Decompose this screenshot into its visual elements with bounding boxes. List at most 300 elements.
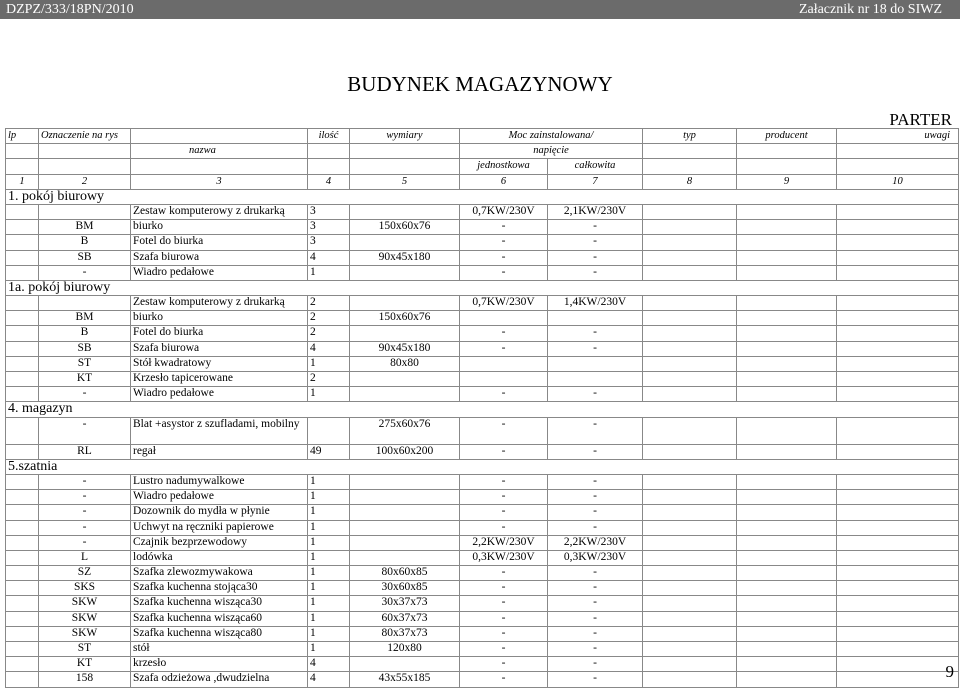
code-cell: ST: [39, 642, 131, 657]
name-cell: regał: [131, 444, 308, 459]
page-header-bar: [0, 0, 960, 19]
unit-power-cell: -: [460, 474, 548, 489]
code-cell: -: [39, 535, 131, 550]
notes-cell: [837, 566, 959, 581]
name-cell: Stół kwadratowy: [131, 356, 308, 371]
lp-cell: [6, 372, 39, 387]
document-reference: DZPZ/333/18PN/2010: [6, 2, 134, 17]
code-cell: -: [39, 490, 131, 505]
table-row: [6, 535, 959, 550]
dims-cell: [350, 474, 460, 489]
notes-cell: [837, 535, 959, 550]
col-number: 7: [548, 174, 643, 189]
producer-cell: [737, 296, 837, 311]
qty-cell: [308, 417, 350, 444]
qty-cell: 2: [308, 372, 350, 387]
name-cell: Szafka kuchenna wisząca80: [131, 626, 308, 641]
lp-cell: [6, 387, 39, 402]
col-number: 9: [737, 174, 837, 189]
total-power-cell: -: [548, 520, 643, 535]
name-cell: Szafka kuchenna wisząca60: [131, 611, 308, 626]
producer-cell: [737, 444, 837, 459]
qty-cell: 1: [308, 596, 350, 611]
lp-cell: [6, 581, 39, 596]
code-cell: [39, 296, 131, 311]
name-cell: Szafa biurowa: [131, 341, 308, 356]
code-cell: B: [39, 235, 131, 250]
name-cell: Krzesło tapicerowane: [131, 372, 308, 387]
code-cell: SKW: [39, 596, 131, 611]
qty-cell: 4: [308, 657, 350, 672]
qty-cell: 1: [308, 505, 350, 520]
table-row: [6, 490, 959, 505]
unit-power-cell: -: [460, 265, 548, 280]
unit-power-cell: [460, 372, 548, 387]
producer-cell: [737, 220, 837, 235]
col-number: 3: [131, 174, 308, 189]
dims-cell: 30x60x85: [350, 581, 460, 596]
unit-power-cell: -: [460, 657, 548, 672]
type-cell: [643, 265, 737, 280]
producer-cell: [737, 581, 837, 596]
unit-power-cell: -: [460, 520, 548, 535]
code-cell: KT: [39, 657, 131, 672]
table-row: [6, 566, 959, 581]
name-cell: stół: [131, 642, 308, 657]
table-row: [6, 296, 959, 311]
producer-cell: [737, 550, 837, 565]
col-header-producent: producent: [737, 129, 837, 144]
type-cell: [643, 311, 737, 326]
lp-cell: [6, 611, 39, 626]
qty-cell: 1: [308, 490, 350, 505]
code-cell: BM: [39, 311, 131, 326]
notes-cell: [837, 550, 959, 565]
total-power-cell: -: [548, 566, 643, 581]
total-power-cell: -: [548, 490, 643, 505]
name-cell: Fotel do biurka: [131, 235, 308, 250]
total-power-cell: -: [548, 341, 643, 356]
table-row: [6, 250, 959, 265]
lp-cell: [6, 596, 39, 611]
section-title: 1a. pokój biurowy: [6, 280, 959, 295]
table-row: [6, 505, 959, 520]
type-cell: [643, 611, 737, 626]
notes-cell: [837, 444, 959, 459]
dims-cell: 90x45x180: [350, 250, 460, 265]
qty-cell: 2: [308, 296, 350, 311]
unit-power-cell: -: [460, 341, 548, 356]
lp-cell: [6, 250, 39, 265]
dims-cell: 100x60x200: [350, 444, 460, 459]
lp-cell: [6, 657, 39, 672]
table-row: [6, 444, 959, 459]
total-power-cell: -: [548, 235, 643, 250]
unit-power-cell: -: [460, 642, 548, 657]
qty-cell: 1: [308, 387, 350, 402]
code-cell: -: [39, 474, 131, 489]
dims-cell: 120x80: [350, 642, 460, 657]
qty-cell: 4: [308, 672, 350, 687]
table-row: [6, 417, 959, 444]
dims-cell: [350, 387, 460, 402]
producer-cell: [737, 372, 837, 387]
lp-cell: [6, 474, 39, 489]
col-header-wymiary: wymiary: [350, 129, 460, 144]
producer-cell: [737, 611, 837, 626]
table-header-row-3: [6, 159, 959, 174]
total-power-cell: -: [548, 611, 643, 626]
type-cell: [643, 356, 737, 371]
notes-cell: [837, 626, 959, 641]
code-cell: -: [39, 265, 131, 280]
dims-cell: 60x37x73: [350, 611, 460, 626]
unit-power-cell: 0,3KW/230V: [460, 550, 548, 565]
code-cell: -: [39, 387, 131, 402]
dims-cell: [350, 490, 460, 505]
code-cell: SKW: [39, 626, 131, 641]
dims-cell: [350, 204, 460, 219]
type-cell: [643, 235, 737, 250]
total-power-cell: -: [548, 326, 643, 341]
qty-cell: 1: [308, 356, 350, 371]
notes-cell: [837, 581, 959, 596]
table-row: [6, 356, 959, 371]
total-power-cell: 0,3KW/230V: [548, 550, 643, 565]
lp-cell: [6, 566, 39, 581]
code-cell: L: [39, 550, 131, 565]
lp-cell: [6, 326, 39, 341]
dims-cell: [350, 505, 460, 520]
name-cell: Szafa odzieżowa ,dwudzielna: [131, 672, 308, 687]
type-cell: [643, 250, 737, 265]
notes-cell: [837, 326, 959, 341]
table-row: [6, 581, 959, 596]
table-header-row: [6, 129, 959, 144]
table-row: [6, 611, 959, 626]
dims-cell: 80x80: [350, 356, 460, 371]
lp-cell: [6, 505, 39, 520]
col-header-napiecie: napięcie: [460, 144, 643, 159]
code-cell: SB: [39, 250, 131, 265]
type-cell: [643, 505, 737, 520]
notes-cell: [837, 356, 959, 371]
type-cell: [643, 387, 737, 402]
code-cell: RL: [39, 444, 131, 459]
total-power-cell: -: [548, 581, 643, 596]
lp-cell: [6, 235, 39, 250]
name-cell: Czajnik bezprzewodowy: [131, 535, 308, 550]
name-cell: Dozownik do mydła w płynie: [131, 505, 308, 520]
col-number: 4: [308, 174, 350, 189]
table-row: [6, 596, 959, 611]
table-row: [6, 474, 959, 489]
total-power-cell: -: [548, 596, 643, 611]
dims-cell: [350, 657, 460, 672]
producer-cell: [737, 341, 837, 356]
unit-power-cell: -: [460, 596, 548, 611]
name-cell: Szafa biurowa: [131, 250, 308, 265]
type-cell: [643, 341, 737, 356]
qty-cell: 49: [308, 444, 350, 459]
lp-cell: [6, 490, 39, 505]
table-row: [6, 311, 959, 326]
qty-cell: 3: [308, 220, 350, 235]
notes-cell: [837, 520, 959, 535]
lp-cell: [6, 311, 39, 326]
lp-cell: [6, 642, 39, 657]
total-power-cell: [548, 356, 643, 371]
type-cell: [643, 535, 737, 550]
total-power-cell: 1,4KW/230V: [548, 296, 643, 311]
lp-cell: [6, 204, 39, 219]
dims-cell: [350, 535, 460, 550]
dims-cell: 150x60x76: [350, 311, 460, 326]
producer-cell: [737, 356, 837, 371]
producer-cell: [737, 505, 837, 520]
dims-cell: 80x37x73: [350, 626, 460, 641]
producer-cell: [737, 265, 837, 280]
lp-cell: [6, 265, 39, 280]
notes-cell: [837, 657, 959, 672]
lp-cell: [6, 417, 39, 444]
unit-power-cell: -: [460, 444, 548, 459]
col-header-uwagi: uwagi: [837, 129, 959, 144]
table-row: [6, 387, 959, 402]
producer-cell: [737, 520, 837, 535]
dims-cell: [350, 520, 460, 535]
dims-cell: [350, 326, 460, 341]
notes-cell: [837, 204, 959, 219]
producer-cell: [737, 535, 837, 550]
table-row: [6, 220, 959, 235]
section-title: 5.szatnia: [6, 459, 959, 474]
notes-cell: [837, 474, 959, 489]
type-cell: [643, 581, 737, 596]
notes-cell: [837, 490, 959, 505]
total-power-cell: -: [548, 672, 643, 687]
type-cell: [643, 474, 737, 489]
type-cell: [643, 520, 737, 535]
producer-cell: [737, 566, 837, 581]
type-cell: [643, 444, 737, 459]
type-cell: [643, 657, 737, 672]
unit-power-cell: -: [460, 505, 548, 520]
section-row: [6, 189, 959, 204]
code-cell: SB: [39, 341, 131, 356]
unit-power-cell: -: [460, 250, 548, 265]
unit-power-cell: -: [460, 387, 548, 402]
code-cell: 158: [39, 672, 131, 687]
type-cell: [643, 642, 737, 657]
lp-cell: [6, 535, 39, 550]
dims-cell: 90x45x180: [350, 341, 460, 356]
qty-cell: 1: [308, 581, 350, 596]
col-header-oznaczenie: Oznaczenie na rys: [39, 129, 131, 144]
section-title: 4. magazyn: [6, 402, 959, 417]
total-power-cell: 2,1KW/230V: [548, 204, 643, 219]
col-header-jednostkowa: jednostkowa: [460, 159, 548, 174]
type-cell: [643, 417, 737, 444]
producer-cell: [737, 417, 837, 444]
table-header-row-2: [6, 144, 959, 159]
col-number: 6: [460, 174, 548, 189]
lp-cell: [6, 520, 39, 535]
qty-cell: 1: [308, 265, 350, 280]
code-cell: SKW: [39, 611, 131, 626]
name-cell: Zestaw komputerowy z drukarką: [131, 296, 308, 311]
type-cell: [643, 490, 737, 505]
dims-cell: 150x60x76: [350, 220, 460, 235]
unit-power-cell: -: [460, 220, 548, 235]
type-cell: [643, 672, 737, 687]
notes-cell: [837, 341, 959, 356]
equipment-table: [5, 128, 959, 688]
notes-cell: [837, 372, 959, 387]
producer-cell: [737, 250, 837, 265]
total-power-cell: [548, 372, 643, 387]
notes-cell: [837, 250, 959, 265]
unit-power-cell: -: [460, 672, 548, 687]
col-header-ilosc: ilość: [308, 129, 350, 144]
name-cell: krzesło: [131, 657, 308, 672]
code-cell: BM: [39, 220, 131, 235]
producer-cell: [737, 235, 837, 250]
col-number: 2: [39, 174, 131, 189]
table-row: [6, 326, 959, 341]
total-power-cell: -: [548, 250, 643, 265]
unit-power-cell: [460, 356, 548, 371]
qty-cell: 3: [308, 204, 350, 219]
dims-cell: 30x37x73: [350, 596, 460, 611]
qty-cell: 4: [308, 341, 350, 356]
producer-cell: [737, 672, 837, 687]
total-power-cell: -: [548, 265, 643, 280]
unit-power-cell: [460, 311, 548, 326]
col-header-moc: Moc zainstalowana/: [460, 129, 643, 144]
type-cell: [643, 296, 737, 311]
type-cell: [643, 550, 737, 565]
total-power-cell: -: [548, 387, 643, 402]
floor-label: PARTER: [889, 110, 952, 129]
qty-cell: 1: [308, 611, 350, 626]
total-power-cell: -: [548, 220, 643, 235]
name-cell: biurko: [131, 311, 308, 326]
notes-cell: [837, 296, 959, 311]
code-cell: SZ: [39, 566, 131, 581]
unit-power-cell: 2,2KW/230V: [460, 535, 548, 550]
total-power-cell: -: [548, 417, 643, 444]
notes-cell: [837, 235, 959, 250]
total-power-cell: -: [548, 505, 643, 520]
notes-cell: [837, 672, 959, 687]
col-number: 1: [6, 174, 39, 189]
notes-cell: [837, 311, 959, 326]
dims-cell: [350, 265, 460, 280]
name-cell: Zestaw komputerowy z drukarką: [131, 204, 308, 219]
lp-cell: [6, 626, 39, 641]
name-cell: Wiadro pedałowe: [131, 490, 308, 505]
table-row: [6, 626, 959, 641]
name-cell: Szafka kuchenna wisząca30: [131, 596, 308, 611]
type-cell: [643, 326, 737, 341]
col-number: 10: [837, 174, 959, 189]
total-power-cell: -: [548, 474, 643, 489]
producer-cell: [737, 596, 837, 611]
producer-cell: [737, 626, 837, 641]
name-cell: biurko: [131, 220, 308, 235]
dims-cell: [350, 296, 460, 311]
qty-cell: 1: [308, 550, 350, 565]
name-cell: lodówka: [131, 550, 308, 565]
total-power-cell: -: [548, 657, 643, 672]
name-cell: Lustro nadumywalkowe: [131, 474, 308, 489]
code-cell: [39, 204, 131, 219]
unit-power-cell: -: [460, 581, 548, 596]
name-cell: Wiadro pedałowe: [131, 387, 308, 402]
notes-cell: [837, 611, 959, 626]
table-row: [6, 265, 959, 280]
notes-cell: [837, 417, 959, 444]
col-header-lp: lp: [6, 129, 39, 144]
col-header-nazwa: nazwa: [131, 144, 308, 159]
lp-cell: [6, 444, 39, 459]
type-cell: [643, 220, 737, 235]
notes-cell: [837, 265, 959, 280]
unit-power-cell: 0,7KW/230V: [460, 204, 548, 219]
dims-cell: [350, 550, 460, 565]
dims-cell: 80x60x85: [350, 566, 460, 581]
section-row: [6, 459, 959, 474]
lp-cell: [6, 672, 39, 687]
code-cell: ST: [39, 356, 131, 371]
name-cell: Szafka zlewozmywakowa: [131, 566, 308, 581]
total-power-cell: -: [548, 626, 643, 641]
type-cell: [643, 204, 737, 219]
unit-power-cell: -: [460, 611, 548, 626]
code-cell: -: [39, 505, 131, 520]
producer-cell: [737, 642, 837, 657]
producer-cell: [737, 474, 837, 489]
name-cell: Blat +asystor z szufladami, mobilny: [131, 417, 308, 444]
column-number-row: [6, 174, 959, 189]
type-cell: [643, 372, 737, 387]
qty-cell: 2: [308, 311, 350, 326]
name-cell: Wiadro pedałowe: [131, 265, 308, 280]
table-row: [6, 235, 959, 250]
page-number: 9: [945, 662, 954, 681]
dims-cell: 43x55x185: [350, 672, 460, 687]
name-cell: Uchwyt na ręczniki papierowe: [131, 520, 308, 535]
table-row: [6, 550, 959, 565]
section-row: [6, 402, 959, 417]
notes-cell: [837, 642, 959, 657]
dims-cell: 275x60x76: [350, 417, 460, 444]
table-row: [6, 672, 959, 687]
table-row: [6, 341, 959, 356]
qty-cell: 1: [308, 566, 350, 581]
table-row: [6, 372, 959, 387]
notes-cell: [837, 596, 959, 611]
code-cell: -: [39, 520, 131, 535]
unit-power-cell: -: [460, 490, 548, 505]
section-row: [6, 280, 959, 295]
col-number: 8: [643, 174, 737, 189]
qty-cell: 1: [308, 520, 350, 535]
type-cell: [643, 596, 737, 611]
code-cell: B: [39, 326, 131, 341]
producer-cell: [737, 657, 837, 672]
